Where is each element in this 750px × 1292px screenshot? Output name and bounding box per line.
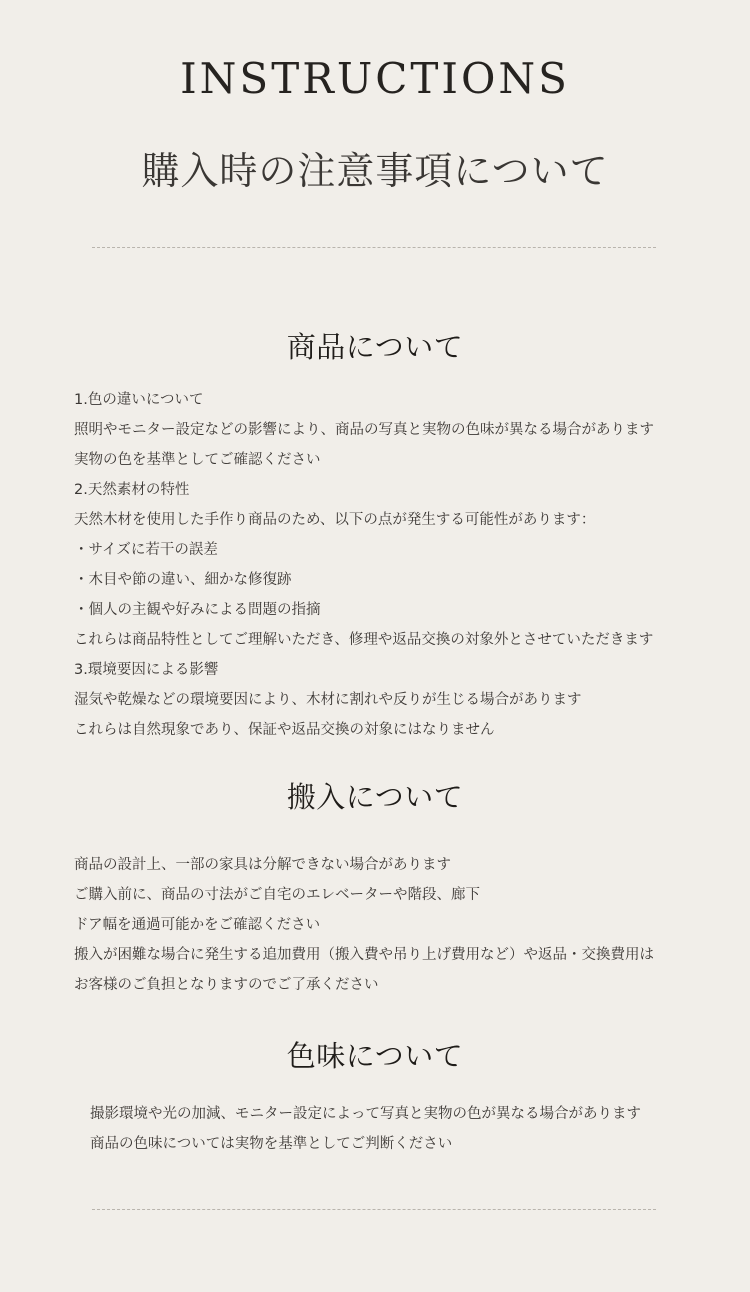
text-line: 撮影環境や光の加減、モニター設定によって写真と実物の色が異なる場合があります	[90, 1106, 641, 1122]
text-line: 1.色の違いについて	[74, 392, 204, 408]
text-line: ドア幅を通過可能かをご確認ください	[74, 917, 321, 933]
text-line: 商品の色味については実物を基準としてご判断ください	[90, 1136, 453, 1152]
text-line: これらは商品特性としてご理解いただき、修理や返品交換の対象外とさせていただきます	[74, 632, 654, 648]
section-title-product: 商品について	[286, 330, 464, 364]
text-line: 照明やモニター設定などの影響により、商品の写真と実物の色味が異なる場合があります	[74, 422, 654, 438]
bottom-divider	[92, 1209, 656, 1210]
page-title-jp: 購入時の注意事項について	[141, 149, 609, 193]
text-line: お客様のご負担となりますのでご了承ください	[74, 977, 379, 993]
text-line: 実物の色を基準としてご確認ください	[74, 452, 321, 468]
section-title-color: 色味について	[286, 1039, 464, 1073]
text-line: 3.環境要因による影響	[74, 662, 219, 678]
text-line: 搬入が困難な場合に発生する追加費用（搬入費や吊り上げ費用など）や返品・交換費用は	[74, 947, 654, 963]
top-divider	[92, 247, 656, 248]
text-line: ご購入前に、商品の寸法がご自宅のエレベーターや階段、廊下	[74, 887, 480, 903]
text-line: 湿気や乾燥などの環境要因により、木材に割れや反りが生じる場合があります	[74, 692, 582, 708]
section-body-color	[90, 1099, 641, 1159]
text-line: ・木目や節の違い、細かな修復跡	[74, 572, 292, 588]
section-body-product	[74, 385, 654, 745]
section-title-delivery: 搬入について	[286, 780, 464, 814]
text-line: ・サイズに若干の誤差	[74, 542, 218, 558]
page-title-en: INSTRUCTIONS	[180, 54, 570, 103]
text-line: 商品の設計上、一部の家具は分解できない場合があります	[74, 857, 451, 873]
text-line: これらは自然現象であり、保証や返品交換の対象にはなりません	[74, 722, 495, 738]
text-line: 天然木材を使用した手作り商品のため、以下の点が発生する可能性があります：	[74, 512, 596, 528]
text-line: ・個人の主観や好みによる問題の指摘	[74, 602, 321, 618]
section-body-delivery	[74, 850, 654, 1000]
text-line: 2.天然素材の特性	[74, 482, 190, 498]
